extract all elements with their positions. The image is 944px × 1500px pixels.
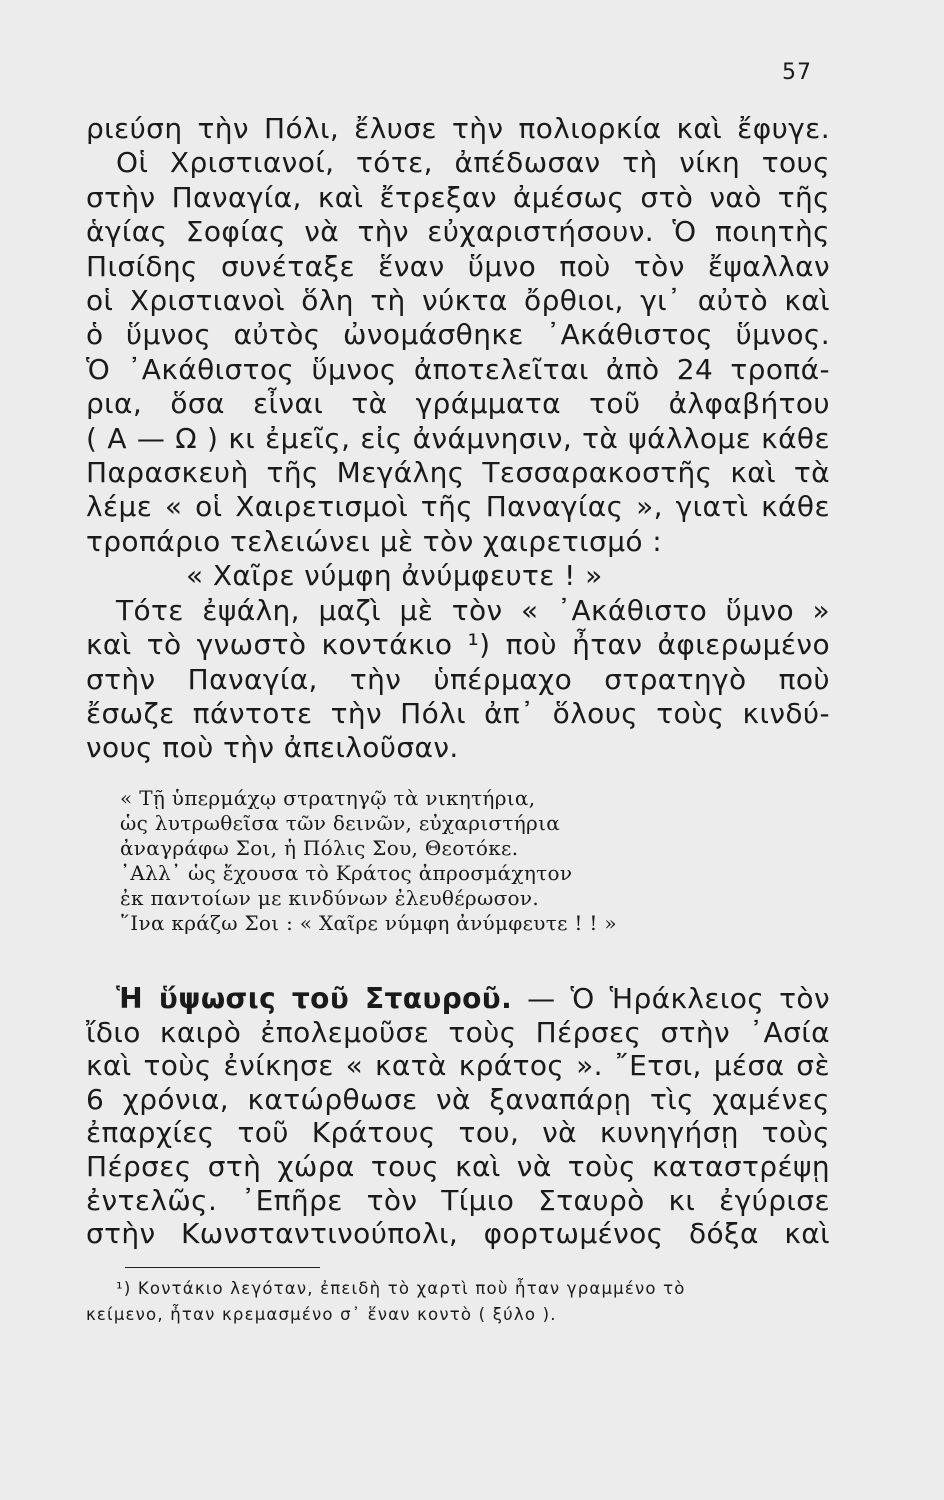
- hymn-line: ἀναγράφω Σοι, ἡ Πόλις Σου, Θεοτόκε.: [120, 836, 519, 860]
- hymn-quote: [120, 786, 760, 936]
- text-line: Τότε ἐψάλη, μαζὶ μὲ τὸν « ᾿Ακάθιστο ὕμνο »: [116, 593, 830, 627]
- section-first-line: [86, 982, 830, 1016]
- section-first-line-rest: — Ὁ Ἡράκλειος τὸν: [512, 982, 830, 1015]
- text-line: νους ποὺ τὴν ἀπειλοῦσαν.: [86, 731, 459, 765]
- text-line: ριεύση τὴν Πόλι, ἔλυσε τὴν πολιορκία καὶ ἔφυγε.: [86, 112, 830, 145]
- text-line: Πέρσες στὴ χώρα τους καὶ νὰ τοὺς καταστρέψῃ: [86, 1149, 830, 1183]
- text-line: καὶ τὸ γνωστὸ κοντάκιο ¹) ποὺ ἦταν ἀφιερωμένο: [86, 628, 830, 662]
- text-line: ἐντελῶς. ᾿Επῆρε τὸν Τίμιο Σταυρὸ κι ἐγύρισε: [86, 1183, 830, 1217]
- section-heading: Ἡ ὕψωσις τοῦ Σταυροῦ.: [116, 982, 513, 1015]
- page-number: 57: [782, 60, 812, 85]
- text-line: 6 χρόνια, κατώρθωσε νὰ ξαναπάρῃ τὶς χαμένες: [86, 1082, 830, 1116]
- footnote: [86, 1276, 836, 1328]
- text-line: οἱ Χριστιανοὶ ὅλη τὴ νύκτα ὄρθιοι, γι᾿ αὐτὸ καὶ: [86, 284, 830, 318]
- section-exaltation-of-cross: [86, 982, 830, 1251]
- text-line: ( Α — Ω ) κι ἐμεῖς, εἰς ἀνάμνησιν, τὰ ψάλλομε κάθε: [86, 421, 830, 455]
- hymn-line: ἐκ παντοίων με κινδύνων ἐλευθέρωσον.: [120, 886, 539, 910]
- salutation-line: « Χαῖρε νύμφη ἀνύμφευτε ! »: [186, 559, 603, 593]
- text-line: Ὁ ᾿Ακάθιστος ὕμνος ἀποτελεῖται ἀπὸ 24 τροπά-: [86, 352, 830, 386]
- hymn-line: ὡς λυτρωθεῖσα τῶν δεινῶν, εὐχαριστήρια: [120, 811, 561, 835]
- text-line: ὁ ὕμνος αὐτὸς ὠνομάσθηκε ᾿Ακάθιστος ὕμνος.: [86, 318, 830, 352]
- footnote-line: κείμενο, ἦταν κρεμασμένο σ᾿ ἕναν κοντὸ ( ξύλο ).: [86, 1305, 557, 1324]
- text-line: Οἱ Χριστιανοί, τότε, ἀπέδωσαν τὴ νίκη τους: [116, 146, 830, 180]
- text-line: στὴν Παναγία, τὴν ὑπέρμαχο στρατηγὸ ποὺ: [86, 662, 830, 696]
- text-line: ἔσωζε πάντοτε τὴν Πόλι ἀπ᾿ ὅλους τοὺς κινδύ-: [86, 696, 830, 730]
- text-line: ἐπαρχίες τοῦ Κράτους του, νὰ κυνηγήσῃ τοὺς: [86, 1116, 830, 1150]
- footnote-line: ¹) Κοντάκιο λεγόταν, ἐπειδὴ τὸ χαρτὶ ποὺ ἦταν γραμμένο τὸ: [116, 1279, 686, 1298]
- hymn-line: ῞Ινα κράζω Σοι : « Χαῖρε νύμφη ἀνύμφευτε ! ! »: [120, 911, 617, 935]
- text-line: στὴν Κωνσταντινούπολι, φορτωμένος δόξα καὶ: [86, 1217, 830, 1251]
- hymn-line: « Τῇ ὑπερμάχῳ στρατηγῷ τὰ νικητήρια,: [120, 786, 536, 810]
- main-text: [86, 112, 830, 766]
- footnote-divider: [125, 1267, 320, 1268]
- text-line: τροπάριο τελειώνει μὲ τὸν χαιρετισμό :: [86, 524, 663, 558]
- text-line: καὶ τοὺς ἐνίκησε « κατὰ κράτος ». ῎Ετσι, μέσα σὲ: [86, 1049, 830, 1083]
- hymn-line: ᾿Αλλ᾿ ὡς ἔχουσα τὸ Κράτος ἀπροσμάχητον: [120, 861, 573, 885]
- text-line: ἴδιο καιρὸ ἐπολεμοῦσε τοὺς Πέρσες στὴν ᾿Ασία: [86, 1015, 830, 1049]
- text-line: ρια, ὅσα εἶναι τὰ γράμματα τοῦ ἀλφαβήτου: [86, 387, 830, 421]
- text-line: λέμε « οἱ Χαιρετισμοὶ τῆς Παναγίας », γιατὶ κάθε: [86, 490, 830, 524]
- text-line: Παρασκευὴ τῆς Μεγάλης Τεσσαρακοστῆς καὶ τὰ: [86, 456, 830, 490]
- text-line: στὴν Παναγία, καὶ ἔτρεξαν ἀμέσως στὸ ναὸ τῆς: [86, 180, 830, 214]
- text-line: ἁγίας Σοφίας νὰ τὴν εὐχαριστήσουν. Ὁ ποιητὴς: [86, 215, 830, 249]
- text-line: Πισίδης συνέταξε ἕναν ὕμνο ποὺ τὸν ἔψαλλαν: [86, 249, 830, 283]
